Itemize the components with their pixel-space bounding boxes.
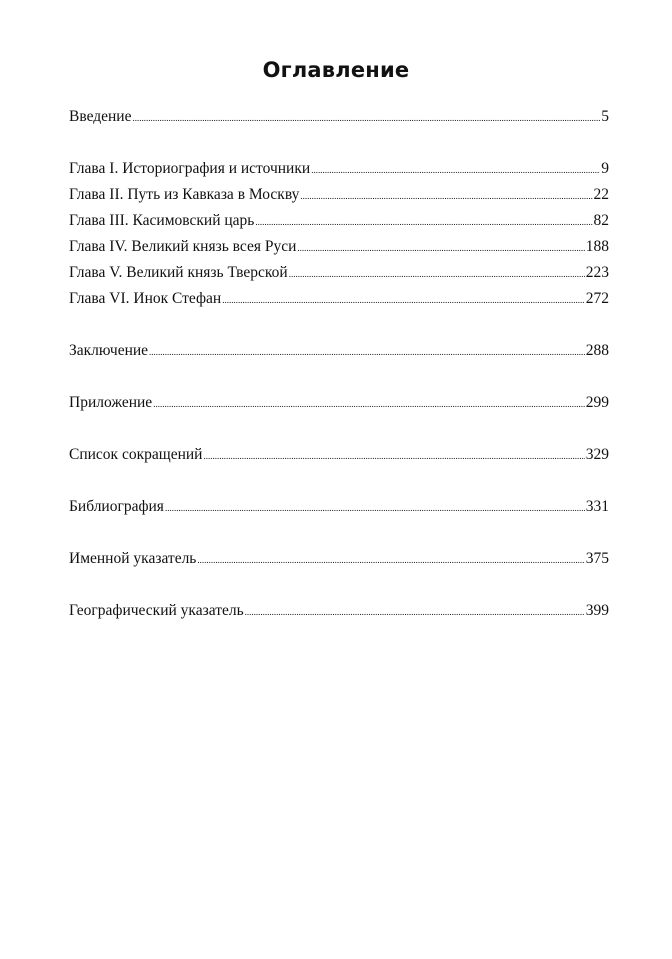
page-title: Оглавление	[262, 58, 410, 82]
dot-leader	[255, 209, 592, 235]
toc-entry-label: Библиография	[69, 498, 164, 515]
dot-leader	[289, 261, 585, 287]
toc-entry-label: Глава V. Великий князь Тверской	[69, 264, 288, 281]
toc-page-number: 5	[601, 108, 609, 125]
toc-entry-chapter-1[interactable]	[69, 156, 609, 182]
dot-leader	[197, 547, 584, 573]
toc-entry-label: Глава VI. Инок Стефан	[69, 290, 222, 307]
toc-page-number: 399	[585, 602, 609, 619]
dot-leader	[132, 105, 600, 131]
toc-entry-chapter-6[interactable]	[69, 286, 609, 312]
toc-page-number: 272	[585, 290, 609, 307]
dot-leader	[153, 391, 585, 417]
toc-entry-label: Заключение	[69, 342, 149, 359]
table-of-contents	[69, 104, 609, 624]
toc-entry-label: Глава III. Касимовский царь	[69, 212, 255, 229]
dot-leader	[203, 443, 584, 469]
toc-page-number: 329	[585, 446, 609, 463]
toc-page-number: 375	[585, 550, 609, 567]
dot-leader	[245, 599, 585, 625]
toc-entry-label: Глава I. Историография и источники	[69, 160, 311, 177]
toc-page-number: 9	[601, 160, 609, 177]
dot-leader	[165, 495, 585, 521]
toc-entry-name-index[interactable]	[69, 546, 609, 572]
toc-entry-label: Приложение	[69, 394, 153, 411]
toc-page-number: 223	[585, 264, 609, 281]
toc-entry-chapter-2[interactable]	[69, 182, 609, 208]
toc-entry-bibliography[interactable]	[69, 494, 609, 520]
toc-page-number: 331	[585, 498, 609, 515]
toc-entry-conclusion[interactable]	[69, 338, 609, 364]
toc-entry-label: Глава II. Путь из Кавказа в Москву	[69, 186, 300, 203]
toc-page-number: 22	[593, 186, 609, 203]
toc-entry-chapter-5[interactable]	[69, 260, 609, 286]
toc-page-number: 82	[593, 212, 609, 229]
toc-entry-label: Именной указатель	[69, 550, 197, 567]
toc-entry-geographic-index[interactable]	[69, 598, 609, 624]
toc-entry-label: Глава IV. Великий князь всея Руси	[69, 238, 297, 255]
toc-page-number: 288	[585, 342, 609, 359]
toc-entry-abbreviations[interactable]	[69, 442, 609, 468]
dot-leader	[311, 157, 600, 183]
toc-entry-chapter-4[interactable]	[69, 234, 609, 260]
dot-leader	[222, 287, 585, 313]
dot-leader	[297, 235, 584, 261]
toc-entry-appendix[interactable]	[69, 390, 609, 416]
toc-entry-label: Список сокращений	[69, 446, 203, 463]
dot-leader	[149, 339, 585, 365]
toc-page-number: 299	[585, 394, 609, 411]
toc-page-number: 188	[585, 238, 609, 255]
toc-entry-label: Введение	[69, 108, 132, 125]
toc-entry-chapter-3[interactable]	[69, 208, 609, 234]
dot-leader	[300, 183, 592, 209]
toc-entry-label: Географический указатель	[69, 602, 244, 619]
toc-entry-introduction[interactable]	[69, 104, 609, 130]
